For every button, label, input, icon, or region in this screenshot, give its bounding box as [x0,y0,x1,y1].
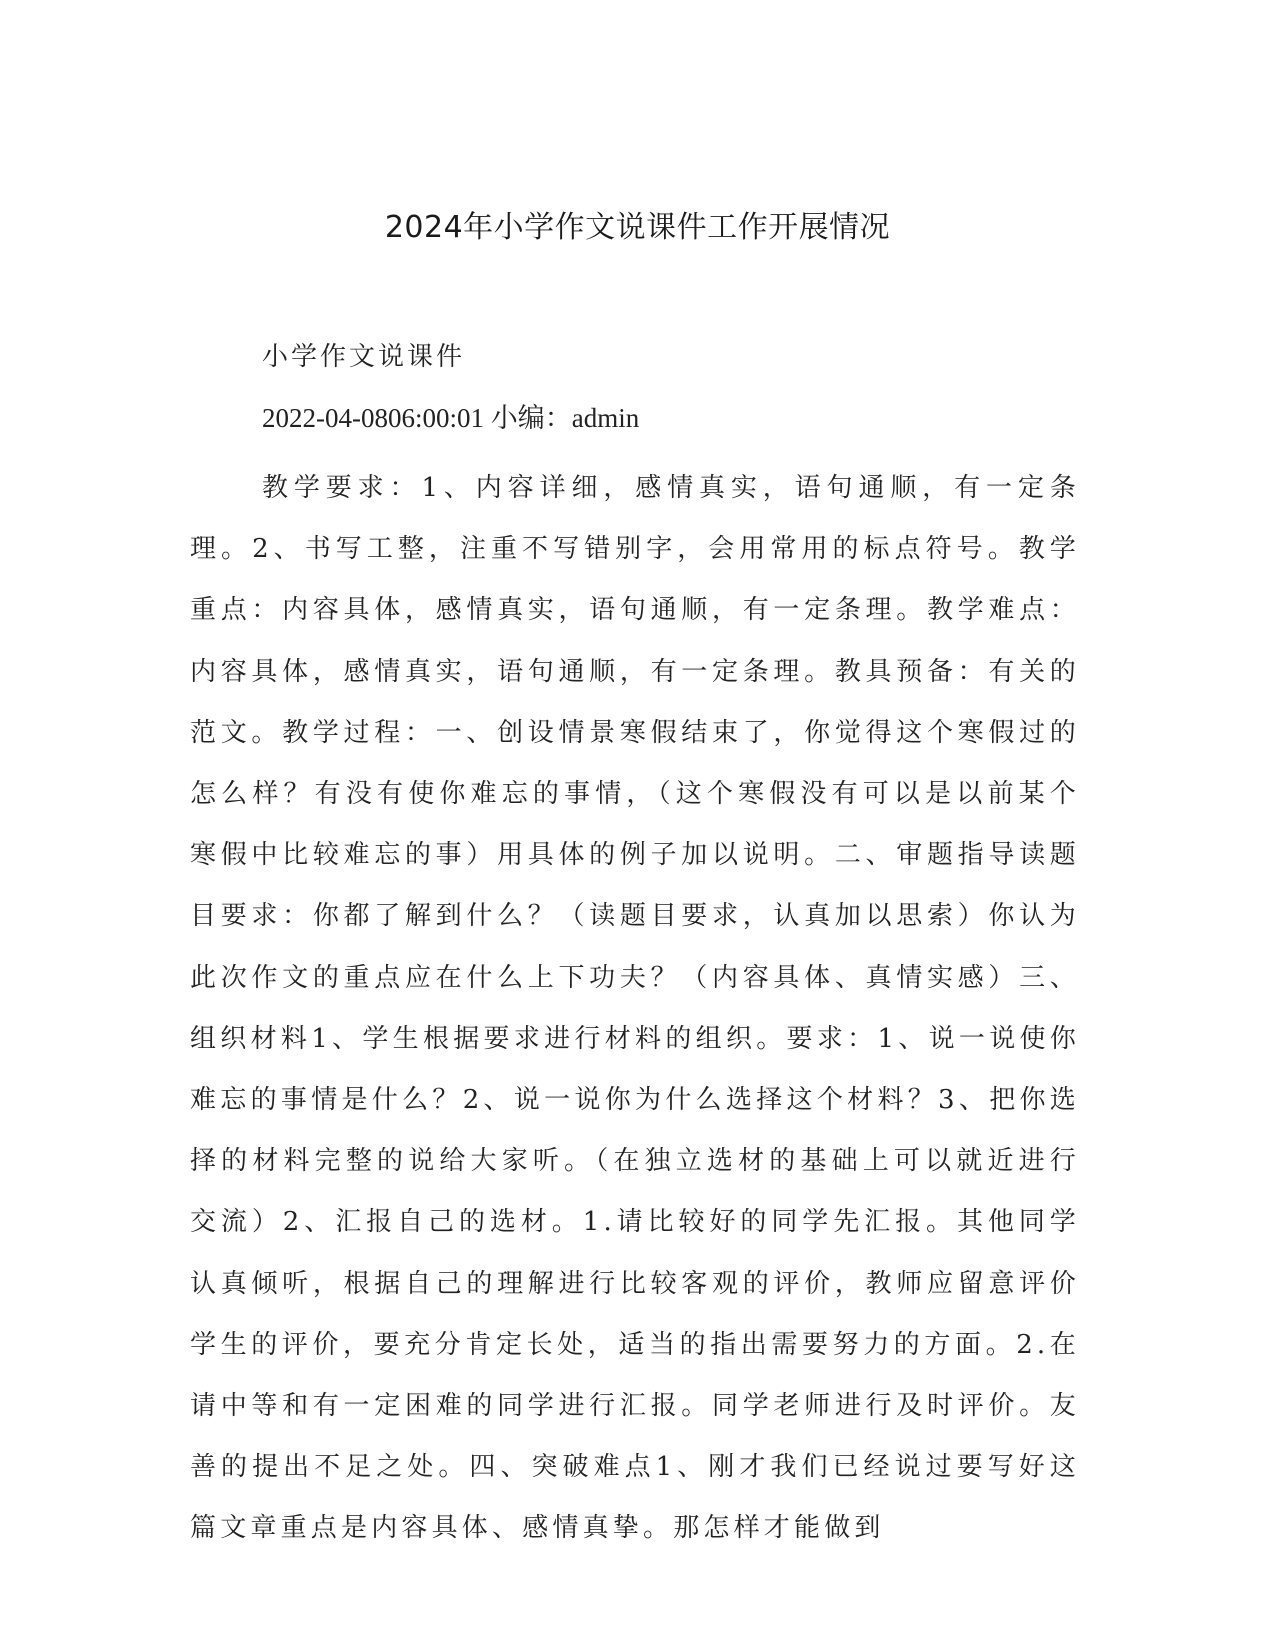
document-paragraph: 教学要求：1、内容详细，感情真实，语句通顺，有一定条理。2、书写工整，注重不写错别字，会用常用的标点符号。教学重点：内容具体，感情真实，语句通顺，有一定条理。教学难点：内容具体，感情真实，语句通顺，有一定条理。教具预备：有关的范文。教学过程：一、创设情景寒假结束了，你觉得这个寒假过的怎么样？有没有使你难忘的事情，（这个寒假没有可以是以前某个寒假中比较难忘的事）用具体的例子加以说明。二、审题指导读题目要求：你都了解到什么？（读题目要求，认真加以思索）你认为此次作文的重点应在什么上下功夫？（内容具体、真情实感）三、组织材料1、学生根据要求进行材料的组织。要求：1、说一说使你难忘的事情是什么？2、说一说你为什么选择这个材料？3、把你选择的材料完整的说给大家听。（在独立选材的基础上可以就近进行交流）2、汇报自己的选材。1.请比较好的同学先汇报。其他同学认真倾听，根据自己的理解进行比较客观的评价，教师应留意评价学生的评价，要充分肯定长处，适当的指出需要努力的方面。2.在请中等和有一定困难的同学进行汇报。同学老师进行及时评价。友善的提出不足之处。四、突破难点1、刚才我们已经说过要写好这篇文章重点是内容具体、感情真挚。那怎样才能做到 [190,473,1080,1544]
document-meta: 2022-04-0806:00:01 小编：admin [262,403,640,433]
document-title: 2024年小学作文说课件工作开展情况 [384,210,891,245]
document-subtitle: 小学作文说课件 [262,342,466,372]
